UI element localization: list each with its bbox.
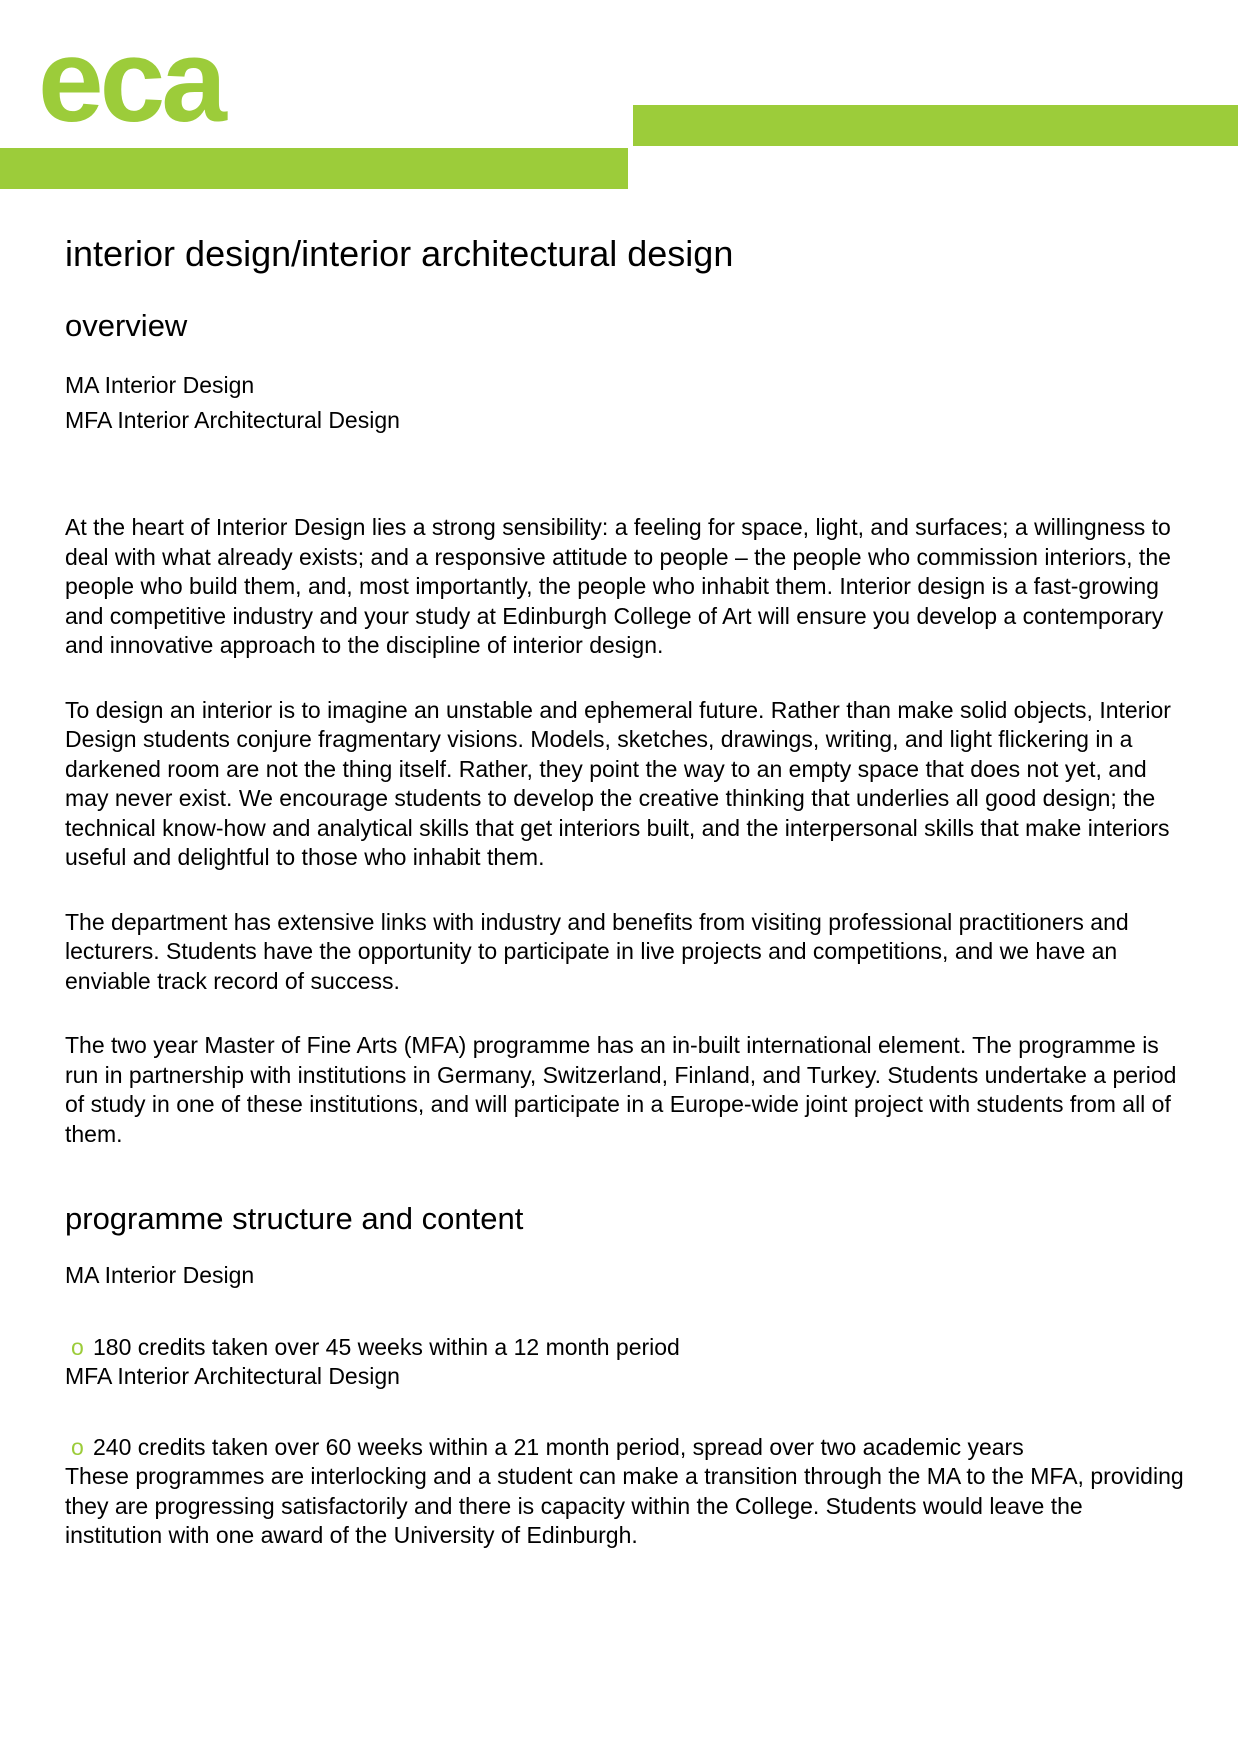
bullet-icon: o (71, 1433, 84, 1460)
overview-paragraph: The department has extensive links with industry and benefits from visiting professional practitioners and lecturers. Students have the opportunity to participate in live projects and competitions, and we have an enviable track record of success. (65, 908, 1129, 994)
bullet-icon: o (71, 1333, 84, 1360)
structure-heading: programme structure and content (65, 1201, 524, 1236)
document-body (65, 232, 1185, 1551)
mfa-credits-bullet (65, 1433, 1185, 1463)
mfa-credits-text: 240 credits taken over 60 weeks within a 21 month period, spread over two academic years (93, 1433, 1024, 1460)
header-accent-bar-left (0, 148, 628, 189)
ma-credits-bullet (65, 1333, 1185, 1363)
header-accent-bar-right (633, 105, 1238, 146)
mfa-programme-label: MFA Interior Architectural Design (65, 1363, 400, 1389)
eca-logo: eca (38, 15, 223, 147)
overview-paragraph: At the heart of Interior Design lies a strong sensibility: a feeling for space, light, and surfaces; a willingness to deal with what already exists; and a responsive attitude to people – the people who commission interiors, the people who build them, and, most importantly, the people who inhabit them. Interior design is a fast-growing and competitive industry and your study at Edinburgh College of Art will ensure you develop a contemporary and innovative approach to the discipline of interior design. (65, 514, 1171, 658)
overview-paragraph: The two year Master of Fine Arts (MFA) programme has an in-built international element. The programme is run in partnership with institutions in Germany, Switzerland, Finland, and Turkey. Students undertake a period of study in one of these institutions, and will participate in a Europe-wide joint project with students from all of them. (65, 1032, 1177, 1147)
overview-paragraph: To design an interior is to imagine an unstable and ephemeral future. Rather than make solid objects, Interior Design students conjure fragmentary visions. Models, sketches, drawings, writing, and light flickering in a darkened room are not the thing itself. Rather, they point the way to an empty space that does not yet, and may never exist. We encourage students to develop the creative thinking that underlies all good design; the technical know-how and analytical skills that get interiors built, and the interpersonal skills that make interiors useful and delightful to those who inhabit them. (65, 696, 1171, 870)
ma-programme-label: MA Interior Design (65, 1262, 255, 1288)
programme-list (65, 368, 1185, 438)
programme-mfa: MFA Interior Architectural Design (65, 407, 400, 433)
page-title: interior design/interior architectural design (65, 233, 734, 274)
programme-ma: MA Interior Design (65, 372, 255, 398)
ma-credits-text: 180 credits taken over 45 weeks within a 12 month period (93, 1333, 680, 1360)
overview-heading: overview (65, 308, 188, 343)
closing-paragraph: These programmes are interlocking and a student can make a transition through the MA to the MFA, providing they are progressing satisfactorily and there is capacity within the College. Students would leave the institution with one award of the University of Edinburgh. (65, 1463, 1184, 1548)
